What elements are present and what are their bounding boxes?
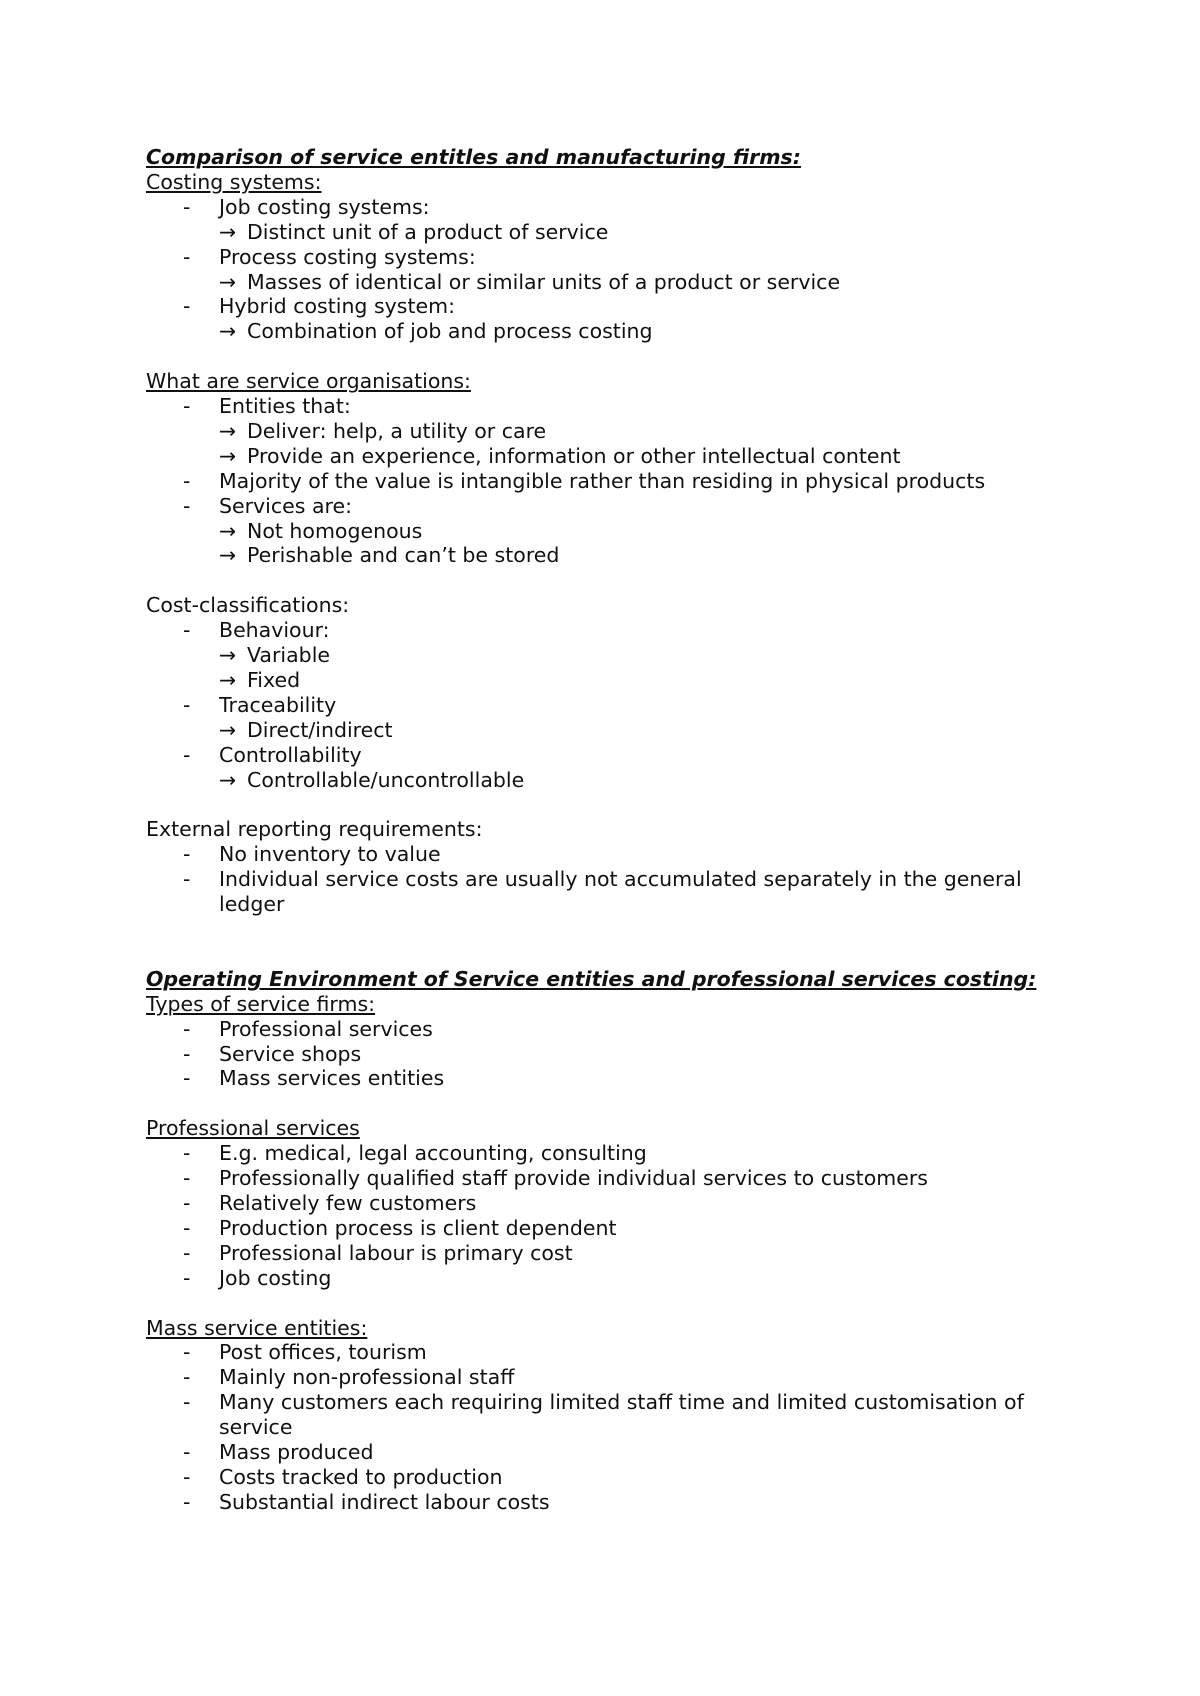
sub-item-text: Deliver: help, a utility or care [247, 418, 547, 443]
sub-item [146, 543, 1086, 568]
dash-bullet: - [183, 1489, 191, 1514]
list-item [146, 494, 1086, 519]
sub-item [146, 220, 1086, 245]
sub-item [146, 444, 1086, 469]
list-item [146, 469, 1086, 494]
sub-item-text: Distinct unit of a product of service [247, 219, 609, 244]
list-item-text: Majority of the value is intangible rather than residing in physical products [219, 468, 986, 493]
sub-item-text: Not homogenous [247, 518, 423, 543]
arrow-right-icon: → [219, 443, 237, 468]
list-item-text: Hybrid costing system: [219, 294, 455, 319]
sub-item-text: Provide an experience, information or other intellectual content [247, 443, 901, 468]
sub-item [146, 419, 1086, 444]
list-item [146, 1042, 1086, 1067]
list-item-text: No inventory to value [219, 842, 441, 867]
list-item-text: Many customers each requiring limited staff time and limited customisation of service [219, 1390, 1024, 1440]
list-item-text: Job costing [219, 1265, 332, 1290]
list-item-text: Controllability [219, 742, 362, 767]
dash-bullet: - [183, 1166, 191, 1191]
list-item-text: Job costing systems: [219, 194, 430, 219]
list-item [146, 693, 1086, 718]
list-item [146, 1390, 1086, 1440]
dash-bullet: - [183, 1215, 191, 1240]
list-item [146, 394, 1086, 419]
list-item [146, 1066, 1086, 1091]
group-heading: Costing systems: [146, 169, 322, 194]
arrow-right-icon: → [219, 643, 237, 668]
arrow-right-icon: → [219, 543, 237, 568]
list-item [146, 867, 1086, 917]
list-item-text: Entities that: [219, 394, 351, 419]
sub-item [146, 718, 1086, 743]
arrow-right-icon: → [219, 518, 237, 543]
group-heading: Types of service firms: [146, 991, 376, 1016]
list-item-text: Service shops [219, 1041, 362, 1066]
arrow-right-icon: → [219, 668, 237, 692]
arrow-right-icon: → [219, 269, 237, 294]
list-item [146, 842, 1086, 867]
dash-bullet: - [183, 244, 191, 269]
list-item-text: Professionally qualified staff provide individual services to customers [219, 1166, 928, 1191]
bullet-list [146, 842, 1086, 917]
arrow-right-icon: → [219, 717, 237, 742]
sub-item-text: Perishable and can’t be stored [247, 543, 560, 568]
group-heading: Cost-classifications: [146, 593, 350, 618]
list-item-text: Relatively few customers [219, 1190, 477, 1215]
sub-item [146, 319, 1086, 344]
sub-item-text: Combination of job and process costing [247, 319, 653, 344]
dash-bullet: - [183, 1066, 191, 1091]
section-spacer [146, 917, 1086, 967]
section-title: Comparison of service entitles and manufacturing firms: [146, 145, 801, 169]
dash-bullet: - [183, 1265, 191, 1290]
list-item-text: Substantial indirect labour costs [219, 1489, 550, 1514]
list-item [146, 195, 1086, 220]
sub-item-text: Direct/indirect [247, 717, 393, 742]
list-item-text: Mainly non-professional staff [219, 1365, 515, 1390]
dash-bullet: - [183, 194, 191, 219]
bullet-list [146, 1017, 1086, 1092]
group-spacer [146, 793, 1086, 818]
list-item-text: Traceability [219, 692, 337, 717]
document-body [146, 145, 1086, 1515]
dash-bullet: - [183, 394, 191, 419]
dash-bullet: - [183, 742, 191, 767]
list-item [146, 1440, 1086, 1465]
list-item-text: Costs tracked to production [219, 1464, 503, 1489]
list-item [146, 1191, 1086, 1216]
dash-bullet: - [183, 1041, 191, 1066]
group-heading: Professional services [146, 1116, 360, 1141]
bullet-list [146, 1141, 1086, 1290]
list-item [146, 245, 1086, 270]
list-item [146, 1340, 1086, 1365]
arrow-right-icon: → [219, 418, 237, 443]
list-item [146, 1141, 1086, 1166]
list-item [146, 1465, 1086, 1490]
sub-item-text: Masses of identical or similar units of a product or service [247, 269, 841, 294]
list-item-text: Process costing systems: [219, 244, 476, 269]
sub-item-text: Controllable/uncontrollable [247, 767, 525, 792]
group-spacer [146, 344, 1086, 369]
dash-bullet: - [183, 493, 191, 518]
list-item [146, 1490, 1086, 1515]
bullet-list [146, 618, 1086, 792]
list-item [146, 1017, 1086, 1042]
sub-item-text: Fixed [247, 668, 301, 692]
group-heading: Mass service entities: [146, 1315, 368, 1340]
group-heading: What are service organisations: [146, 369, 471, 394]
arrow-right-icon: → [219, 767, 237, 792]
list-item [146, 1365, 1086, 1390]
dash-bullet: - [183, 618, 191, 643]
arrow-right-icon: → [219, 219, 237, 244]
list-item-text: Mass services entities [219, 1066, 445, 1091]
bullet-list [146, 1340, 1086, 1514]
group-spacer [146, 1091, 1086, 1116]
section-title: Operating Environment of Service entities and professional services costing: [146, 966, 1037, 991]
list-item-text: Services are: [219, 493, 353, 518]
list-item-text: Post offices, tourism [219, 1340, 427, 1365]
dash-bullet: - [183, 1340, 191, 1365]
list-item [146, 1216, 1086, 1241]
sub-item [146, 519, 1086, 544]
list-item-text: Behaviour: [219, 618, 330, 643]
list-item-text: Professional labour is primary cost [219, 1240, 573, 1265]
dash-bullet: - [183, 468, 191, 493]
dash-bullet: - [183, 842, 191, 867]
list-item [146, 743, 1086, 768]
dash-bullet: - [183, 1365, 191, 1390]
list-item [146, 1241, 1086, 1266]
sub-item [146, 643, 1086, 668]
sub-item [146, 768, 1086, 793]
bullet-list [146, 195, 1086, 344]
dash-bullet: - [183, 867, 191, 892]
dash-bullet: - [183, 1190, 191, 1215]
list-item [146, 1266, 1086, 1291]
dash-bullet: - [183, 1141, 191, 1166]
sub-item [146, 668, 1086, 693]
list-item-text: E.g. medical, legal accounting, consulting [219, 1141, 647, 1166]
dash-bullet: - [183, 692, 191, 717]
list-item-text: Professional services [219, 1016, 433, 1041]
bullet-list [146, 394, 1086, 568]
dash-bullet: - [183, 294, 191, 319]
group-heading: External reporting requirements: [146, 817, 483, 842]
group-spacer [146, 568, 1086, 593]
list-item [146, 1166, 1086, 1191]
list-item [146, 618, 1086, 643]
list-item-text: Mass produced [219, 1440, 374, 1465]
arrow-right-icon: → [219, 319, 237, 344]
dash-bullet: - [183, 1016, 191, 1041]
sub-item [146, 270, 1086, 295]
dash-bullet: - [183, 1240, 191, 1265]
dash-bullet: - [183, 1440, 191, 1465]
sub-item-text: Variable [247, 643, 331, 668]
list-item-text: Individual service costs are usually not accumulated separately in the general ledger [219, 867, 1022, 917]
group-spacer [146, 1291, 1086, 1316]
list-item [146, 294, 1086, 319]
list-item-text: Production process is client dependent [219, 1215, 617, 1240]
dash-bullet: - [183, 1390, 191, 1415]
dash-bullet: - [183, 1464, 191, 1489]
